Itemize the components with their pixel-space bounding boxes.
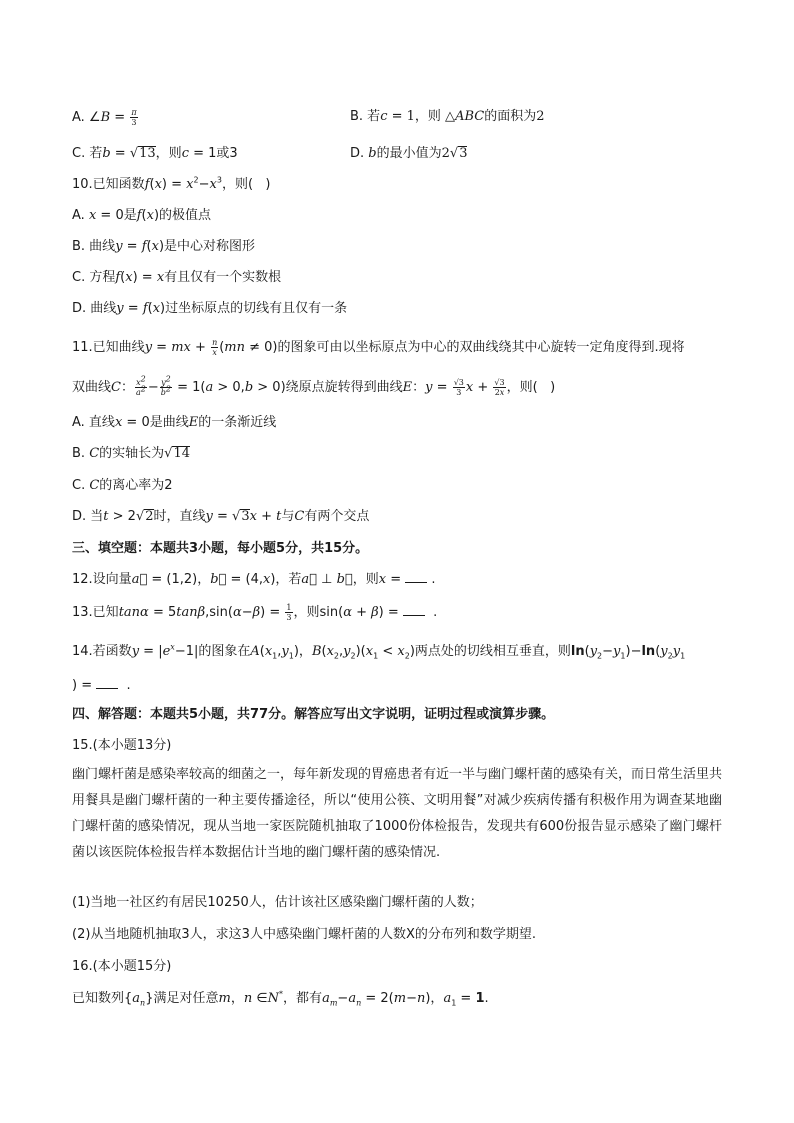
q11-option-a: A. 直线x = 0是曲线E的一条渐近线 — [72, 415, 277, 430]
q16-heading: 16.(本小题15分) — [72, 959, 172, 974]
q13: 13.已知tanα = 5tanβ,sin(α−β) = $\frac{1}{3}$ ，则sin(α + β) = . — [72, 603, 438, 622]
q11-option-d: D. 当t > 2√2时，直线y = √3x + t与C有两个交点 — [72, 509, 370, 524]
q15-paragraph: 幽门螺杆菌是感染率较高的细菌之一，每年新发现的胃癌患者有近一半与幽门螺杆菌的感染有关，而日常生活里共用餐具是幽门螺杆菌的一种主要传播途径，所以“使用公筷、文明用餐”对减少疾病传播有积极作用为调查某地幽门螺杆菌的感染情况，现从当地一家医院随机抽取了1000份体检报告，发现共有600份报告显示感染了幽门螺杆菌以该医院体检报告样本数据估计当地的幽门螺杆菌的感染情况. — [72, 767, 723, 860]
q15-part-2: (2)从当地随机抽取3人，求这3人中感染幽门螺杆菌的人数X的分布列和数学期望. — [72, 927, 536, 942]
q10-stem: 10.已知函数$f(x) = x^2-x^3$，则( ) — [72, 175, 271, 192]
q14-line1: 14.若函数$y = |e^x-1|$的图象在$A(x_1,y_1)$，$B(x_2,y_2)(x_1 < x_2)$两点处的切线相互垂直，则$\ln(y_2-y_1)-\ln(y_2y_1$ — [72, 642, 686, 661]
q11-stem-line1: 11.已知曲线y = mx + $\frac{n}{x}$ (mn ≠ 0)的图象可由以坐标原点为中心的双曲线绕其中心旋转一定角度得到.现将 — [72, 338, 685, 357]
q16-stem: 已知数列$\{a_n\}$满足对任意m，n ∈N*，都有$a_m-a_n = 2(m-n)$，$a_1 = 1$. — [72, 989, 489, 1008]
q15-part-1: (1)当地一社区约有居民10250人，估计该社区感染幽门螺杆菌的人数； — [72, 895, 483, 910]
q10-option-b: B. 曲线y = f(x)是中心对称图形 — [72, 239, 256, 254]
q10-option-d: D. 曲线y = f(x)过坐标原点的切线有且仅有一条 — [72, 301, 348, 316]
section-4-heading: 四、解答题：本题共5小题，共77分。解答应写出文字说明，证明过程或演算步骤。 — [72, 707, 555, 722]
q9-option-b: B. 若c = 1，则 △ABC的面积为2 — [350, 109, 545, 124]
q9-option-a: A. ∠B = $\frac{\pi}{3}$ — [72, 108, 137, 127]
q9-option-c: C. 若b = √13，则c = 1或3 — [72, 146, 238, 161]
section-3-heading: 三、填空题：本题共3小题，每小题5分，共15分。 — [72, 541, 369, 556]
q9-option-d: D. b的最小值为2√3 — [350, 146, 468, 161]
q11-option-b: B. C的实轴长为√14 — [72, 446, 190, 461]
q11-option-c: C. C的离心率为2 — [72, 478, 173, 493]
q12: 12.设向量a⃗ = (1,2)，b⃗ = (4,x)，若a⃗ ⊥ b⃗，则x = . — [72, 572, 436, 587]
q10-option-c: C. 方程f(x) = x有且仅有一个实数根 — [72, 270, 282, 285]
q11-stem-line2: 双曲线C： $\frac{x^2}{a^2}$ − $\frac{y^2}{b^2}$ = 1(a > 0,b > 0)绕原点旋转得到曲线E：y = $\frac{√3}{3}$ x + $\frac{√3}{2x}$ ，则( ) — [72, 374, 556, 397]
q14-line2: ) = . — [72, 678, 131, 693]
q15-heading: 15.(本小题13分) — [72, 738, 172, 753]
q10-option-a: A. x = 0是f(x)的极值点 — [72, 208, 212, 223]
